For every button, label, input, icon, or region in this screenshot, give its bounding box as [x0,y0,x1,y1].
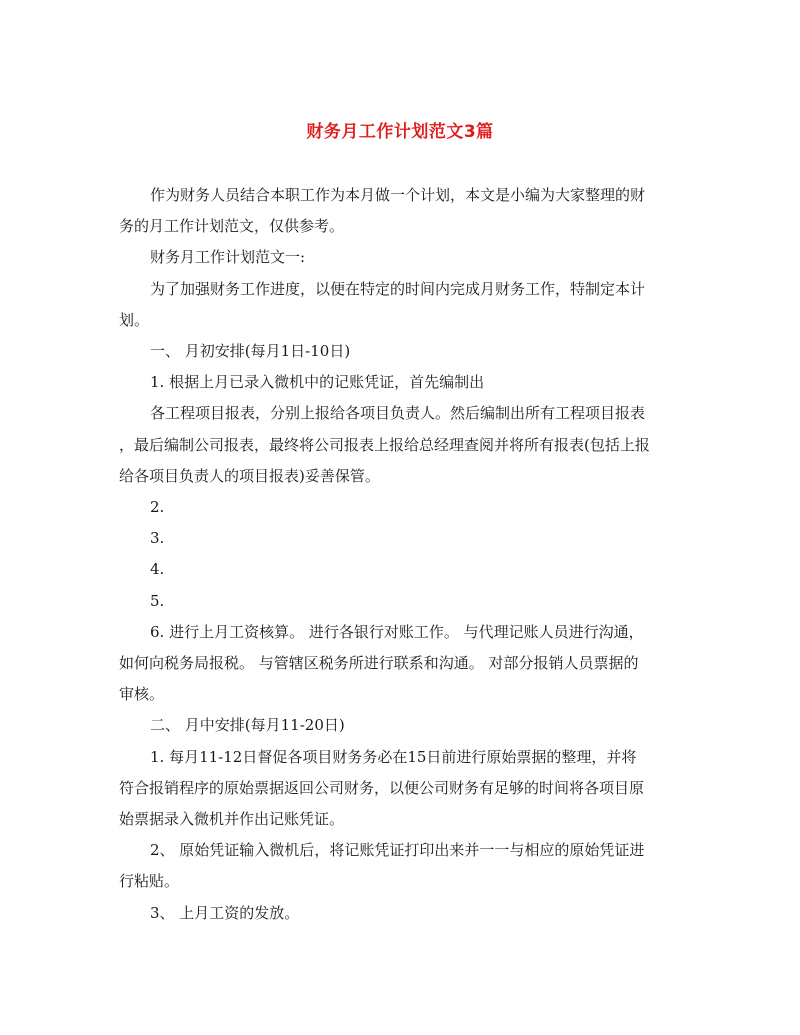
document-line: 2. [150,498,165,517]
document-body [119,180,675,929]
document-line: 划。 [119,310,150,329]
document-title: 财务月工作计划范文3篇 [306,122,494,142]
document-line: 如何向税务局报税。 与管辖区税务所进行联系和沟通。 对部分报销人员票据的 [119,654,639,673]
document-line: 务的月工作计划范文，仅供参考。 [119,217,345,236]
document-line: 作为财务人员结合本职工作为本月做一个计划，本文是小编为大家整理的财 [150,186,646,204]
document-line: 6. 进行上月工资核算。 进行各银行对账工作。 与代理记账人员进行沟通， [150,622,644,641]
document-line: 给各项目负责人的项目报表)妥善保管。 [119,466,380,485]
document-line: 3. [150,529,165,548]
document-line: 一、 月初安排(每月1日-10日) [150,342,351,361]
document-line: 1. 根据上月已录入微机中的记账凭证，首先编制出 [150,373,485,392]
document-line: 4. [150,560,165,579]
document-line: 3、 上月工资的发放。 [150,903,300,922]
document-line: 1. 每月11-12日督促各项目财务务必在15日前进行原始票据的整理，并将 [150,747,637,766]
document-line: 行粘贴。 [119,872,180,891]
document-line: ，最后编制公司报表，最终将公司报表上报给总经理查阅并将所有报表(包括上报 [119,435,650,454]
document-line: 审核。 [119,685,165,704]
document-line: 二、 月中安排(每月11-20日) [150,716,345,735]
document-line: 财务月工作计划范文一: [150,248,306,267]
document-line: 5. [150,591,165,610]
document-line: 始票据录入微机并作出记账凭证。 [119,810,345,829]
document-line: 为了加强财务工作进度，以便在特定的时间内完成月财务工作，特制定本计 [150,279,646,298]
document-line: 2、 原始凭证输入微机后，将记账凭证打印出来并一一与相应的原始凭证进 [150,841,645,860]
document-line: 符合报销程序的原始票据返回公司财务，以便公司财务有足够的时间将各项目原 [119,778,645,797]
document-line: 各工程项目报表，分别上报给各项目负责人。然后编制出所有工程项目报表 [150,404,646,423]
